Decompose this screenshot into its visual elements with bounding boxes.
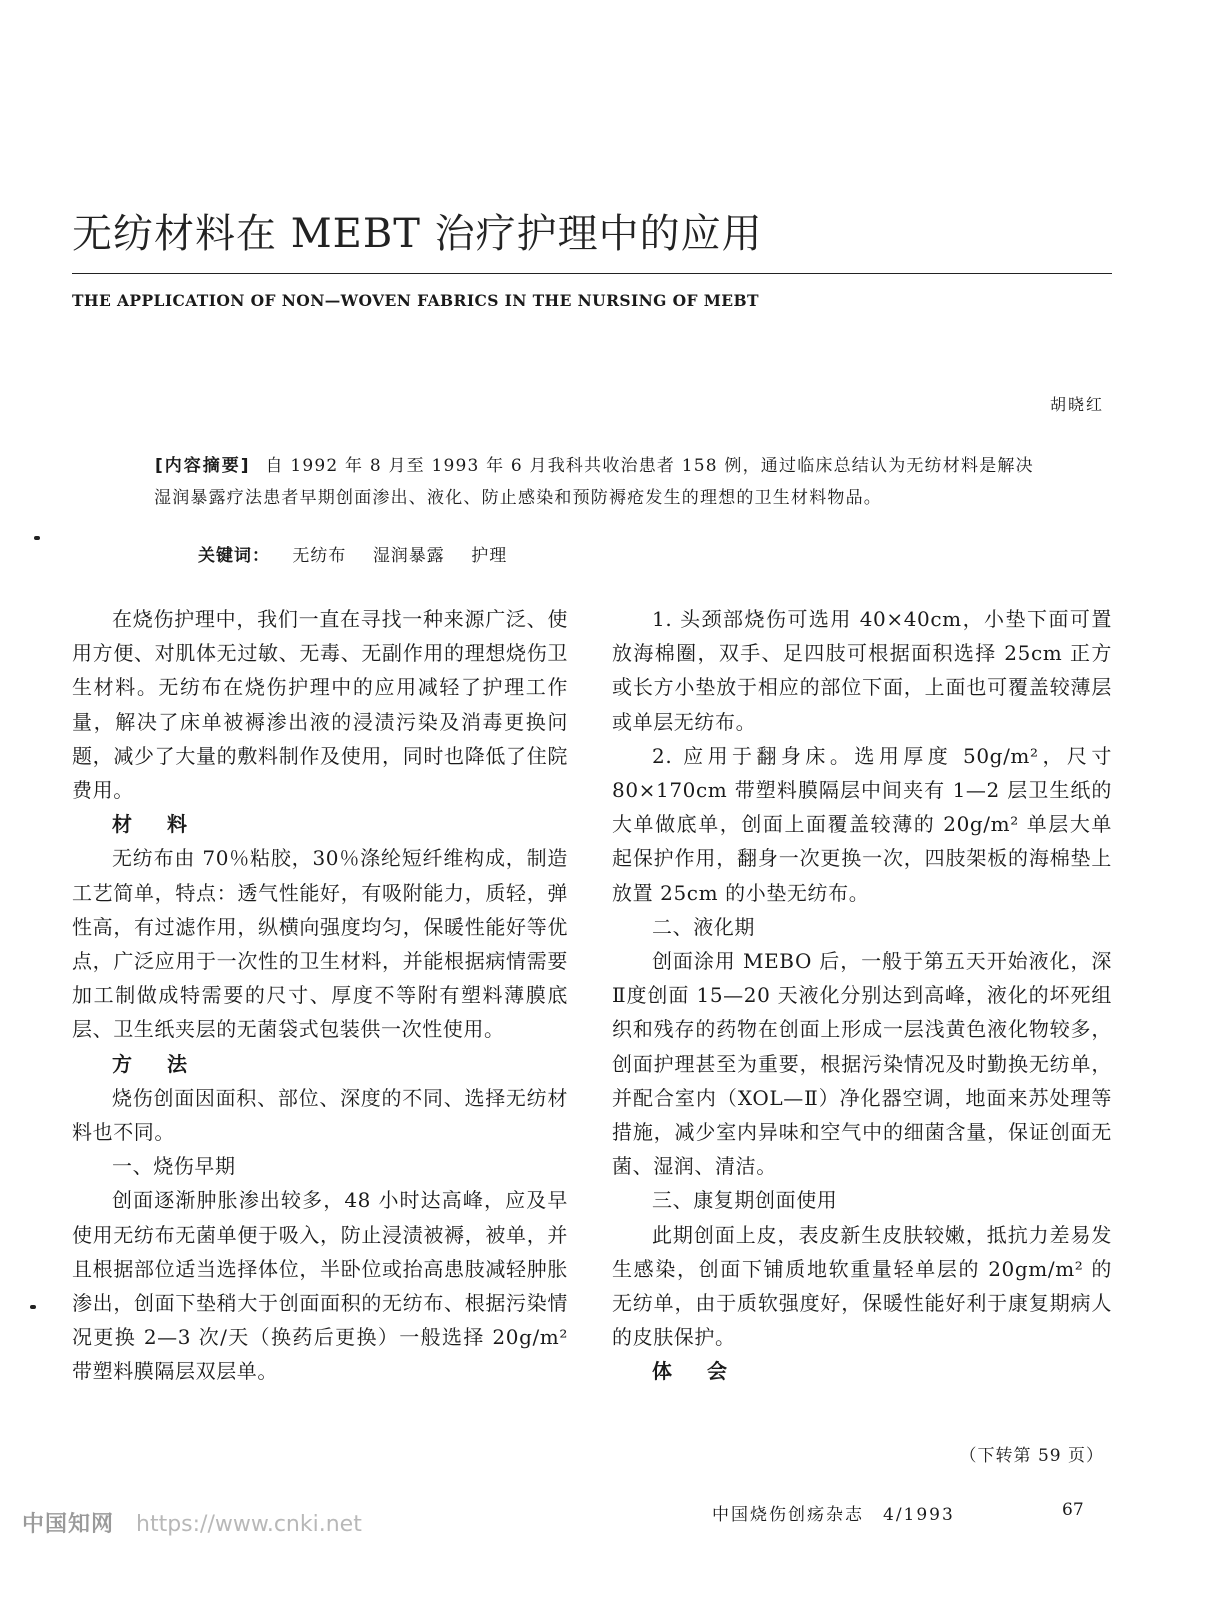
subsection-heading: 二、液化期: [652, 914, 755, 939]
author: 胡晓红: [1049, 395, 1104, 414]
section-heading: 材 料: [112, 812, 201, 837]
paragraph: 1. 头颈部烧伤可选用 40×40cm，小垫下面可置放海棉圈，双手、足四肢可根据面积选择 25cm 正方或长方小垫放于相应的部位下面，上面也可覆盖较薄层或单层无纺布。: [612, 607, 1112, 734]
article-title: 无纺材料在 MEBT 治疗护理中的应用: [72, 211, 763, 257]
subsection-heading: 三、康复期创面使用: [652, 1188, 838, 1213]
keyword: 护理: [471, 546, 508, 566]
scan-speck: [34, 536, 40, 540]
paragraph: 创面逐渐肿胀渗出较多，48 小时达高峰，应及早使用无纺布无菌单便于吸入，防止浸渍被褥，被单，并且根据部位适当选择体位，半卧位或抬高患肢减轻肿胀渗出，创面下垫稍大于创面面积的无纺布、根据污染情况更换 2—3 次/天（换药后更换）一般选择 20g/m² 带塑料膜隔层双层单。: [72, 1188, 568, 1384]
abstract-text: 自 1992 年 8 月至 1993 年 6 月我科共收治患者 158 例，通过临床总结认为无纺材料是解决湿润暴露疗法患者早期创面渗出、液化、防止感染和预防褥疮发生的理想的卫生材料物品。: [154, 456, 1034, 508]
paragraph: 此期创面上皮，表皮新生皮肤较嫩，抵抗力差易发生感染，创面下铺质地软重量轻单层的 20gm/m² 的无纺单，由于质软强度好，保暖性能好利于康复期病人的皮肤保护。: [612, 1222, 1112, 1350]
right-column: [612, 602, 1112, 1389]
paragraph: 无纺布由 70％粘胶，30％涤纶短纤维构成，制造工艺简单，特点：透气性能好，有吸附能力，质轻，弹性高，有过滤作用，纵横向强度均匀，保暖性能好等优点，广泛应用于一次性的卫生材料，并能根据病情需要加工制做成特需要的尺寸、厚度不等附有塑料薄膜底层、卫生纸夹层的无菌袋式包装供一次性使用。: [72, 846, 568, 1042]
subsection-heading: 一、烧伤早期: [112, 1154, 236, 1179]
continued-note: （下转第 59 页）: [959, 1446, 1104, 1466]
abstract-tag: [内容摘要]: [155, 456, 251, 476]
section-heading: 体 会: [652, 1359, 741, 1384]
paragraph: 烧伤创面因面积、部位、深度的不同、选择无纺材料也不同。: [72, 1085, 568, 1145]
watermark: [22, 1507, 362, 1538]
paragraph: 在烧伤护理中，我们一直在寻找一种来源广泛、使用方便、对肌体无过敏、无毒、无副作用的理想烧伤卫生材料。无纺布在烧伤护理中的应用减轻了护理工作量，解决了床单被褥渗出液的浸渍污染及消毒更换问题，减少了大量的敷料制作及使用，同时也降低了住院费用。: [72, 607, 568, 803]
watermark-url: https://www.cnki.net: [136, 1512, 362, 1537]
english-title: THE APPLICATION OF NON—WOVEN FABRICS IN THE NURSING OF MEBT: [72, 291, 759, 310]
section-heading: 方 法: [112, 1051, 201, 1076]
keyword: 无纺布: [292, 546, 347, 566]
paragraph: 2. 应用于翻身床。选用厚度 50g/m²，尺寸 80×170cm 带塑料膜隔层中间夹有 1—2 层卫生纸的大单做底单，创面上面覆盖较薄的 20g/m² 单层大单起保护作用，翻身一次更换一次，四肢架板的海棉垫上放置 25cm 的小垫无纺布。: [612, 743, 1112, 905]
paragraph: 创面涂用 MEBO 后，一般于第五天开始液化，深Ⅱ度创面 15—20 天液化分别达到高峰，液化的坏死组织和残存的药物在创面上形成一层浅黄色液化物较多，创面护理甚至为重要，根据污染情况及时勤换无纺单，并配合室内（XOL—Ⅱ）净化器空调，地面来苏处理等措施，减少室内异味和空气中的细菌含量，保证创面无菌、湿润、清洁。: [612, 949, 1112, 1179]
keyword: 湿润暴露: [372, 546, 445, 566]
left-column: [72, 602, 568, 1389]
keywords: [198, 541, 527, 566]
abstract: [154, 450, 1034, 514]
journal-footer: 中国烧伤创疡杂志 4/1993: [712, 1505, 955, 1525]
scan-speck: [30, 1305, 36, 1309]
page-number: 67: [1062, 1500, 1084, 1520]
cnki-logo: 中国知网: [22, 1512, 115, 1537]
title-rule: [72, 273, 1112, 274]
keywords-tag: 关键词：: [198, 546, 270, 566]
